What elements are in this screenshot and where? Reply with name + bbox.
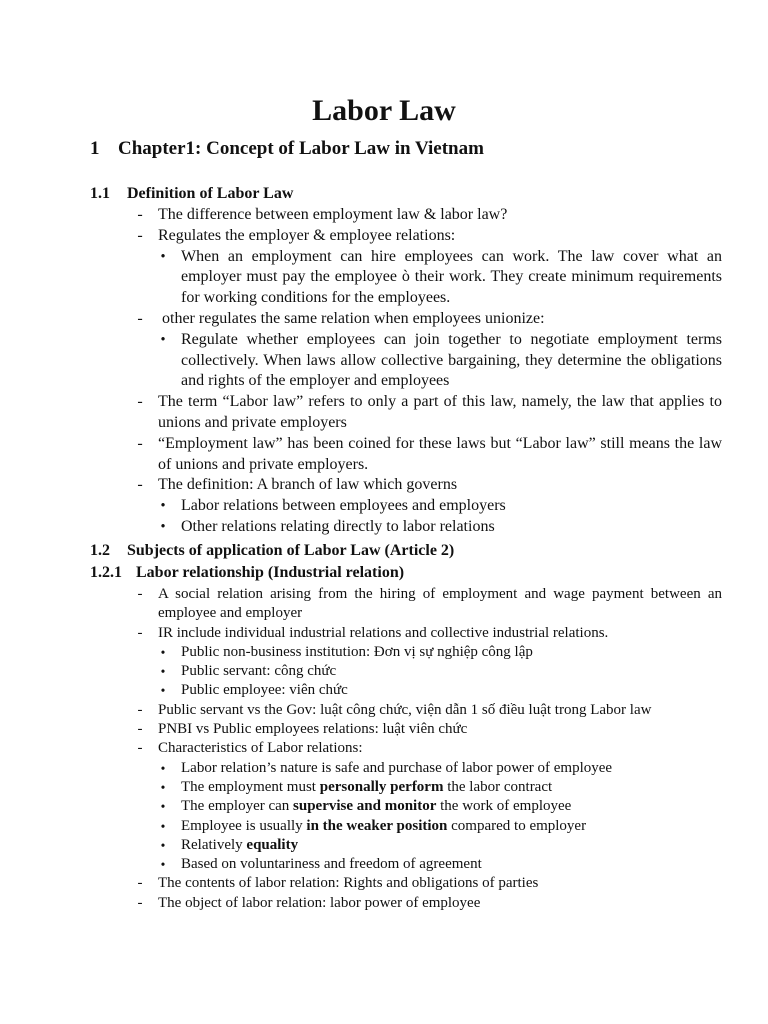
subsection-title: Labor relationship (Industrial relation) — [136, 564, 405, 581]
bullet-item-text: Public servant: công chức — [181, 663, 337, 680]
chapter-heading — [90, 137, 484, 161]
list-item — [135, 624, 722, 643]
bullet-icon: • — [160, 518, 166, 535]
subsection-1-2-1-list — [135, 585, 722, 913]
bullet-item — [135, 759, 722, 778]
dash-marker: - — [137, 875, 143, 892]
bullet-item-text: Labor relations between employees and employers — [181, 497, 506, 515]
list-item-text: PNBI vs Public employees relations: luật viên chức — [158, 721, 468, 738]
bullet-icon: • — [160, 779, 166, 795]
bullet-item-text: Public employee: viên chức — [181, 682, 348, 699]
bullet-icon: • — [160, 331, 166, 348]
bullet-icon: • — [160, 248, 166, 265]
dash-marker: - — [137, 894, 143, 911]
dash-marker: - — [137, 226, 143, 244]
bullet-item — [135, 517, 722, 538]
bullet-icon: • — [160, 837, 166, 853]
list-item-text: The difference between employment law & labor law? — [158, 206, 508, 223]
bullet-item-text: When an employment can hire employees can work. The law cover what an employer must pay the employee ò their work. They create minimum requirements for working conditions for the employees. — [181, 247, 722, 307]
bullet-item-text: Public non-business institution: Đơn vị sự nghiệp công lập — [181, 643, 533, 660]
bullet-item-text: Regulate whether employees can join together to negotiate employment terms collectively. When laws allow collective bargaining, they determine the obligations and rights of the employer and employees — [181, 330, 722, 390]
bullet-item — [135, 643, 722, 662]
section-1-1-list — [135, 205, 722, 538]
list-item — [135, 894, 722, 913]
list-item — [135, 226, 722, 247]
bullet-item-text: the labor contract — [443, 778, 553, 795]
section-number: 1.2 — [90, 542, 110, 559]
list-item-text: IR include individual industrial relations and collective industrial relations. — [158, 624, 609, 641]
dash-marker: - — [137, 393, 143, 411]
list-item — [135, 739, 722, 758]
bullet-icon: • — [160, 644, 166, 660]
bullet-item-text: compared to employer — [447, 817, 587, 834]
dash-marker: - — [137, 476, 143, 494]
chapter-title: Chapter1: Concept of Labor Law in Vietnam — [118, 138, 484, 159]
section-heading-1-2 — [90, 541, 454, 561]
chapter-number: 1 — [90, 138, 100, 159]
bullet-item-text: The employer can — [181, 798, 294, 815]
list-item-text: The definition: A branch of law which governs — [158, 476, 458, 494]
bold-phrase: personally perform — [319, 778, 444, 795]
bullet-item — [135, 247, 722, 309]
bullet-icon: • — [160, 818, 166, 834]
bullet-item — [135, 662, 722, 681]
document-title: Labor Law — [312, 94, 456, 127]
bullet-item-text: the work of employee — [436, 798, 572, 815]
bullet-item — [135, 496, 722, 517]
bullet-item-text: Relatively — [181, 836, 247, 853]
dash-marker: - — [137, 434, 143, 452]
list-item — [135, 701, 722, 720]
dash-marker: - — [137, 309, 143, 327]
bullet-item-text: Based on voluntariness and freedom of agreement — [181, 856, 482, 873]
bullet-icon: • — [160, 760, 166, 776]
subsection-number: 1.2.1 — [90, 564, 122, 581]
dash-marker: - — [137, 206, 143, 223]
section-heading-1-1 — [90, 184, 293, 204]
list-item-text: The contents of labor relation: Rights and obligations of parties — [158, 875, 539, 892]
dash-marker: - — [137, 740, 143, 757]
bullet-item — [135, 817, 722, 836]
dash-marker: - — [137, 721, 143, 738]
bullet-item-text: Labor relation’s nature is safe and purchase of labor power of employee — [181, 759, 613, 776]
list-item — [135, 874, 722, 893]
bold-phrase: equality — [246, 836, 299, 853]
list-item — [135, 392, 722, 434]
bullet-icon: • — [160, 498, 166, 515]
section-title: Subjects of application of Labor Law (Article 2) — [127, 542, 455, 559]
list-item — [135, 475, 722, 496]
list-item-text: “Employment law” has been coined for these laws but “Labor law” still means the law of unions and private employers. — [158, 434, 722, 473]
list-item-text: The object of labor relation: labor power of employee — [158, 894, 481, 911]
bullet-item — [135, 836, 722, 855]
bold-phrase: supervise and monitor — [293, 798, 437, 815]
bullet-item — [135, 797, 722, 816]
list-item — [135, 309, 722, 330]
bold-phrase: in the weaker position — [306, 817, 448, 834]
bullet-item-text: The employment must — [181, 778, 320, 795]
bullet-item — [135, 681, 722, 700]
dash-marker: - — [137, 624, 143, 641]
list-item-text: Public servant vs the Gov: luật công chức, viện dẫn 1 số điều luật trong Labor law — [158, 701, 652, 718]
subsection-heading-1-2-1 — [90, 563, 404, 583]
list-item-text: Characteristics of Labor relations: — [158, 740, 363, 757]
list-item — [135, 585, 722, 624]
list-item-text: A social relation arising from the hiring of employment and wage payment between an employee and employer — [158, 586, 722, 622]
bullet-icon: • — [160, 799, 166, 815]
bullet-item — [135, 778, 722, 797]
section-title: Definition of Labor Law — [127, 185, 294, 202]
list-item-text: The term “Labor law” refers to only a part of this law, namely, the law that applies to unions and private employers — [158, 393, 722, 431]
bullet-icon: • — [160, 664, 166, 680]
list-item — [135, 720, 722, 739]
list-item — [135, 434, 722, 476]
section-number: 1.1 — [90, 185, 110, 202]
bullet-item — [135, 855, 722, 874]
bullet-item — [135, 330, 722, 392]
bullet-icon: • — [160, 683, 166, 699]
bullet-icon: • — [160, 857, 166, 873]
dash-marker: - — [137, 701, 143, 718]
list-item — [135, 205, 722, 226]
list-item-text: Regulates the employer & employee relations: — [158, 226, 456, 244]
dash-marker: - — [137, 586, 143, 602]
list-item-text: other regulates the same relation when employees unionize: — [158, 309, 545, 327]
bullet-item-text: Other relations relating directly to labor relations — [181, 517, 495, 535]
bullet-item-text: Employee is usually — [181, 817, 307, 834]
